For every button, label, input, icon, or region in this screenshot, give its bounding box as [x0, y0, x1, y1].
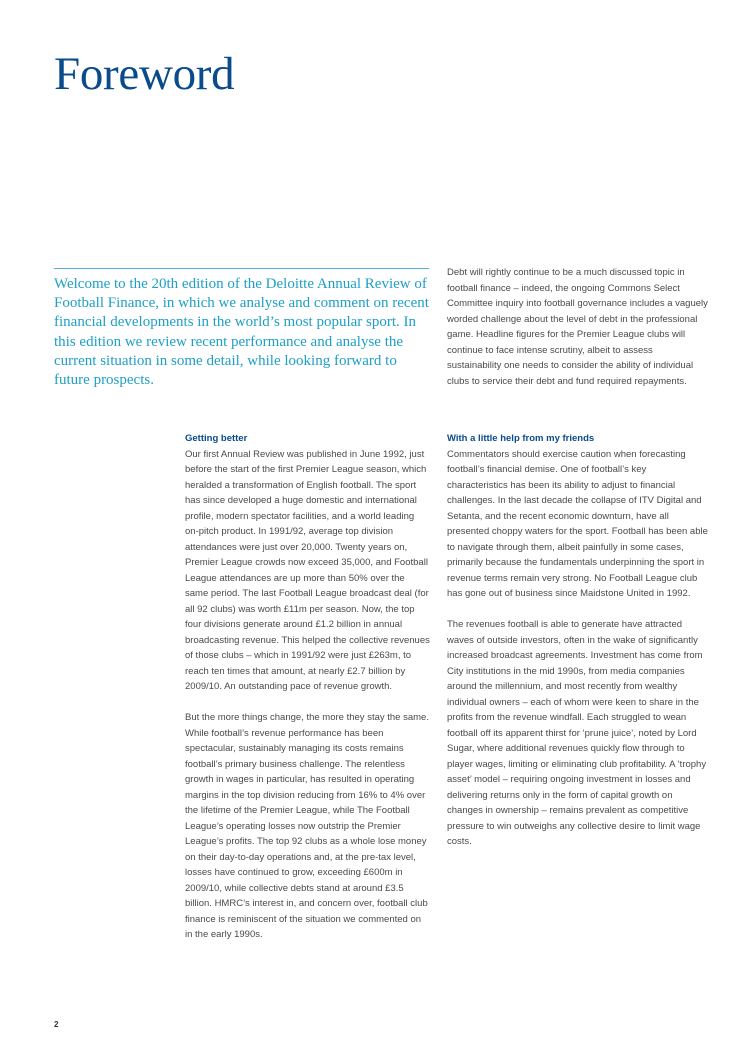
intro-divider: [54, 268, 429, 269]
section-getting-better: [185, 431, 430, 943]
section-help-from-friends: [447, 431, 709, 850]
debt-paragraph: Debt will rightly continue to be a much discussed topic in football finance – indeed, the ongoing Commons Select Committee inquiry into football governance includes a vaguely worded challenge about the level of debt in the professional game. Headline figures for the Premier League clubs will continue to face intense scrutiny, albeit to assess sustainability one needs to consider the ability of individual clubs to service their debt and fund required repayments.: [447, 267, 708, 387]
debt-column: [447, 265, 709, 389]
body-paragraph: Commentators should exercise caution when forecasting football’s financial demise. One of football’s key characteristics has been its ability to adjust to financial challenges. In the last decade the collapse of ITV Digital and Setanta, and the recent economic downturn, have all presented choppy waters for the sport. Football has been able to navigate through them, albeit painfully in some cases, primarily because the fundamentals underpinning the sport in revenue terms remain very strong. No Football League club has gone out of business since Maidstone United in 1992.: [447, 448, 708, 599]
section-heading: With a little help from my friends: [447, 433, 595, 444]
body-paragraph: Our first Annual Review was published in June 1992, just before the start of the first Premier League season, which heralded a transformation of English football. The sport has since developed a huge domestic and international profile, modern spectator facilities, and a world leading on-pitch product. In 1991/92, average top division attendances were just over 20,000. Twenty years on, Premier League crowds now exceed 35,000, and Football League attendances are up more than 50% over the same period. The last Football League broadcast deal (for all 92 clubs) was worth £11m per season. Now, the top four divisions generate around £1.2 billion in annual broadcasting revenue. This helped the collective revenues of those clubs – which in 1991/92 were just £263m, to reach ten times that amount, at nearly £2.7 billion by 2009/10. An outstanding pace of revenue growth.: [185, 448, 430, 692]
page-title: Foreword: [54, 48, 235, 100]
page-number: 2: [54, 1020, 59, 1029]
body-paragraph: But the more things change, the more they stay the same. While football’s revenue performance has been spectacular, sustainably managing its costs remains football’s primary business challenge. The relentless growth in wages in particular, has resulted in operating margins in the top division reducing from 16% to 4% over the lifetime of the Premier League, while The Football League’s operating losses now outstrip the Premier League’s profits. The top 92 clubs as a whole lose money on their day-to-day operations and, at the pre-tax level, losses have continued to grow, exceeding £600m in 2009/10, while collective debts stand at around £3.5 billion. HMRC’s interest in, and concern over, football club finance is reminiscent of the situation we commented on in the early 1990s.: [185, 712, 429, 940]
intro-paragraph: Welcome to the 20th edition of the Deloitte Annual Review of Football Finance, in which we analyse and comment on recent financial developments in the world’s most popular sport. In this edition we review recent performance and analyse the current situation in some detail, while looking forward to future prospects.: [54, 276, 429, 389]
section-heading: Getting better: [185, 433, 248, 444]
body-paragraph: The revenues football is able to generate have attracted waves of outside investors, often in the wake of significantly increased broadcast agreements. Investment has come from City institutions in the mid 1990s, from media companies around the millennium, and most recently from wealthy individual owners – each of whom were keen to share in the profits from the revenue windfall. Each struggled to wean football off its apparent thirst for ‘prune juice’, noted by Lord Sugar, where additional revenues quickly flow through to player wages, limiting or eliminating club profitability. A ‘trophy asset’ model – requiring ongoing investment in losses and delivering returns only in the form of capital growth on changes in ownership – remains prevalent as competitive pressure to win outweighs any collective desire to limit wage costs.: [447, 619, 707, 847]
